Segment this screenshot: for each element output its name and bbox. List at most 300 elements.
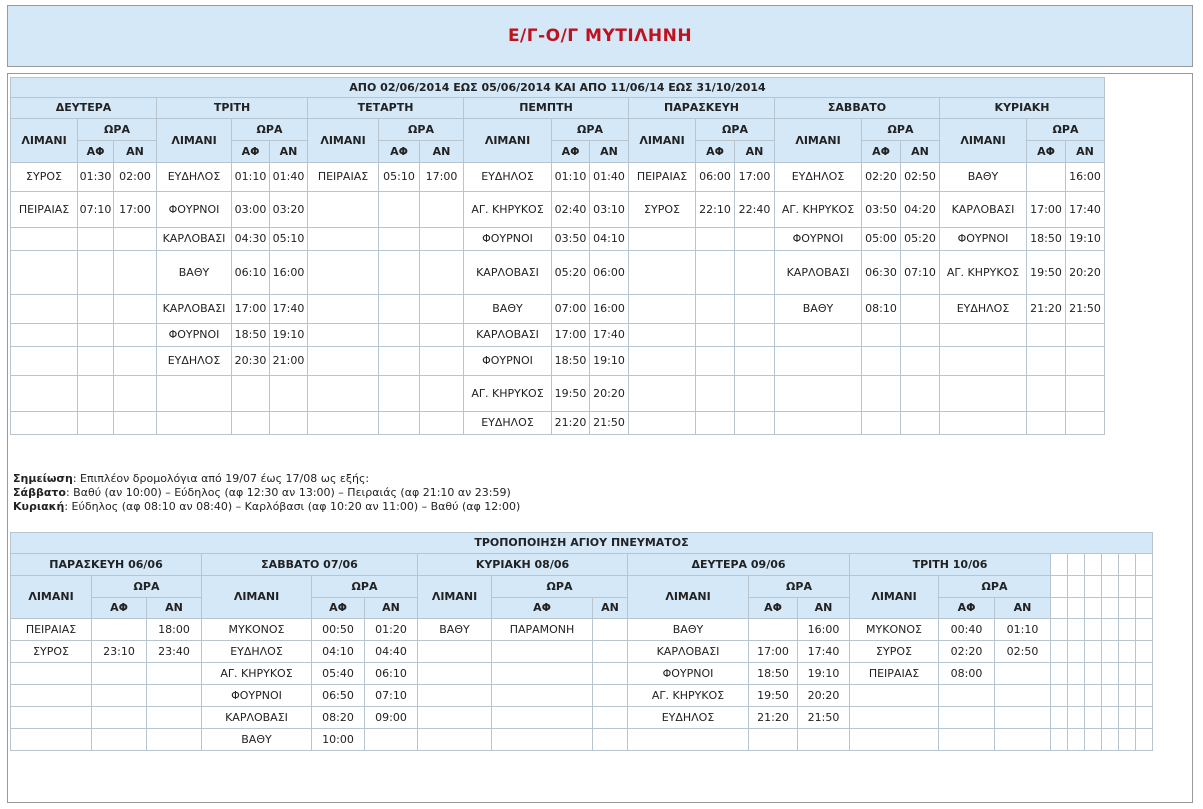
empty-cell (1102, 663, 1119, 685)
port-cell (11, 707, 92, 729)
departure-cell: 08:00 (939, 663, 995, 685)
port-cell (308, 228, 379, 251)
departure-header: ΑΦ (92, 598, 147, 619)
departure-cell: 06:30 (862, 251, 901, 295)
empty-cell (1136, 729, 1153, 751)
departure-cell: 05:10 (379, 163, 420, 192)
departure-cell: 18:50 (232, 324, 270, 347)
arrival-cell (995, 663, 1051, 685)
port-cell: ΕΥΔΗΛΟΣ (464, 163, 552, 192)
empty-cell (1102, 641, 1119, 663)
port-cell (628, 729, 749, 751)
empty-cell (1051, 663, 1068, 685)
table-row (11, 685, 1153, 707)
port-cell (940, 412, 1027, 435)
arrival-cell: 16:00 (798, 619, 850, 641)
port-cell (11, 729, 92, 751)
empty-cell (1068, 663, 1085, 685)
arrival-cell: 04:10 (590, 228, 629, 251)
departure-cell: 06:00 (696, 163, 735, 192)
port-cell: ΚΑΡΛΟΒΑΣΙ (775, 251, 862, 295)
empty-cell (1136, 619, 1153, 641)
arrival-cell: 16:00 (590, 295, 629, 324)
departure-cell: 21:20 (1027, 295, 1066, 324)
port-cell: ΚΑΡΛΟΒΑΣΙ (157, 228, 232, 251)
departure-cell (78, 412, 114, 435)
arrival-cell (735, 251, 775, 295)
arrival-cell (735, 295, 775, 324)
arrival-cell: 19:10 (590, 347, 629, 376)
arrival-cell (901, 376, 940, 412)
departure-cell: 18:50 (552, 347, 590, 376)
port-cell: ΠΕΙΡΑΙΑΣ (11, 619, 92, 641)
empty-cell (1085, 641, 1102, 663)
empty-cell (1085, 729, 1102, 751)
time-header: ΩΡΑ (492, 576, 628, 598)
arrival-cell: 19:10 (798, 663, 850, 685)
departure-cell (1027, 163, 1066, 192)
port-cell (940, 324, 1027, 347)
schedule-panel (7, 73, 1193, 803)
departure-cell (492, 729, 593, 751)
port-cell (850, 685, 939, 707)
departure-cell (696, 324, 735, 347)
arrival-cell: 17:00 (114, 192, 157, 228)
note-line (13, 500, 520, 514)
arrival-header: ΑΝ (590, 141, 629, 163)
arrival-cell (1066, 376, 1105, 412)
arrival-cell (420, 376, 464, 412)
departure-cell: 03:50 (552, 228, 590, 251)
port-cell: ΦΟΥΡΝΟΙ (464, 228, 552, 251)
notes-section (13, 472, 520, 514)
port-cell (850, 707, 939, 729)
empty-cell (1136, 598, 1153, 619)
empty-cell (1136, 707, 1153, 729)
arrival-cell (114, 412, 157, 435)
arrival-cell: 01:40 (590, 163, 629, 192)
port-cell (418, 729, 492, 751)
departure-cell (78, 376, 114, 412)
port-cell (157, 376, 232, 412)
departure-cell (696, 347, 735, 376)
arrival-cell (995, 729, 1051, 751)
port-cell: ΠΕΙΡΑΙΑΣ (308, 163, 379, 192)
arrival-cell: 16:00 (270, 251, 308, 295)
departure-cell (92, 663, 147, 685)
port-cell: ΕΥΔΗΛΟΣ (464, 412, 552, 435)
table-row (11, 251, 1105, 295)
port-cell (11, 376, 78, 412)
departure-cell (1027, 347, 1066, 376)
day-header: ΤΕΤΑΡΤΗ (308, 98, 464, 119)
note-text: : Βαθύ (αν 10:00) – Εύδηλος (αφ 12:30 αν 13:00) – Πειραιάς (αφ 21:10 αν 23:59) (65, 486, 511, 499)
port-cell: ΑΓ. ΚΗΡΥΚΟΣ (202, 663, 312, 685)
departure-cell: 01:10 (552, 163, 590, 192)
port-cell (629, 295, 696, 324)
departure-cell (379, 412, 420, 435)
empty-cell (1085, 554, 1102, 576)
empty-cell (1051, 707, 1068, 729)
departure-cell (1027, 376, 1066, 412)
port-header: ΛΙΜΑΝΙ (11, 576, 92, 619)
arrival-cell (114, 251, 157, 295)
arrival-cell (901, 412, 940, 435)
port-cell (11, 685, 92, 707)
departure-cell (92, 707, 147, 729)
port-cell: ΣΥΡΟΣ (629, 192, 696, 228)
port-header: ΛΙΜΑΝΙ (464, 119, 552, 163)
arrival-cell (735, 412, 775, 435)
time-header: ΩΡΑ (1027, 119, 1105, 141)
port-header: ΛΙΜΑΝΙ (850, 576, 939, 619)
departure-cell (492, 663, 593, 685)
departure-cell (379, 324, 420, 347)
empty-cell (1119, 554, 1136, 576)
port-header: ΛΙΜΑΝΙ (940, 119, 1027, 163)
departure-cell: 06:10 (232, 251, 270, 295)
arrival-cell: 01:40 (270, 163, 308, 192)
arrival-cell (147, 729, 202, 751)
departure-cell (939, 729, 995, 751)
port-cell (629, 251, 696, 295)
port-cell: ΑΓ. ΚΗΡΥΚΟΣ (628, 685, 749, 707)
departure-cell (379, 295, 420, 324)
departure-cell: 08:20 (312, 707, 365, 729)
arrival-cell (420, 251, 464, 295)
departure-cell (862, 376, 901, 412)
empty-cell (1068, 576, 1085, 598)
arrival-header: ΑΝ (114, 141, 157, 163)
time-header: ΩΡΑ (312, 576, 418, 598)
port-cell (775, 347, 862, 376)
arrival-cell (365, 729, 418, 751)
port-cell: ΚΑΡΛΟΒΑΣΙ (202, 707, 312, 729)
port-cell: ΕΥΔΗΛΟΣ (202, 641, 312, 663)
departure-cell (862, 412, 901, 435)
arrival-cell (420, 412, 464, 435)
empty-cell (1102, 554, 1119, 576)
departure-cell (379, 347, 420, 376)
day-header: ΤΡΙΤΗ (157, 98, 308, 119)
port-cell (629, 228, 696, 251)
port-cell: ΠΕΙΡΑΙΑΣ (629, 163, 696, 192)
arrival-cell (798, 729, 850, 751)
arrival-header: ΑΝ (995, 598, 1051, 619)
departure-cell: 08:10 (862, 295, 901, 324)
arrival-cell: 20:20 (798, 685, 850, 707)
port-cell: ΕΥΔΗΛΟΣ (940, 295, 1027, 324)
table-row (11, 412, 1105, 435)
arrival-cell (735, 324, 775, 347)
arrival-header: ΑΝ (901, 141, 940, 163)
table-row (11, 347, 1105, 376)
arrival-cell (995, 685, 1051, 707)
departure-cell: 05:40 (312, 663, 365, 685)
arrival-cell: 06:00 (590, 251, 629, 295)
arrival-cell: 23:40 (147, 641, 202, 663)
port-cell (629, 347, 696, 376)
arrival-cell (593, 663, 628, 685)
departure-cell (232, 412, 270, 435)
day-header: ΔΕΥΤΕΡΑ (11, 98, 157, 119)
departure-cell: 03:00 (232, 192, 270, 228)
port-header: ΛΙΜΑΝΙ (418, 576, 492, 619)
port-cell: ΕΥΔΗΛΟΣ (775, 163, 862, 192)
arrival-cell (593, 729, 628, 751)
table-row (11, 707, 1153, 729)
port-header: ΛΙΜΑΝΙ (202, 576, 312, 619)
departure-cell: 00:50 (312, 619, 365, 641)
arrival-cell (901, 347, 940, 376)
main-schedule-table (10, 77, 1105, 435)
port-cell: ΠΕΙΡΑΙΑΣ (11, 192, 78, 228)
day-header: ΣΑΒΒΑΤΟ 07/06 (202, 554, 418, 576)
port-cell: ΦΟΥΡΝΟΙ (202, 685, 312, 707)
arrival-cell: 17:40 (1066, 192, 1105, 228)
departure-cell: 10:00 (312, 729, 365, 751)
empty-cell (1068, 598, 1085, 619)
port-cell: ΦΟΥΡΝΟΙ (775, 228, 862, 251)
port-cell (629, 324, 696, 347)
empty-cell (1119, 685, 1136, 707)
arrival-cell (147, 707, 202, 729)
empty-cell (1102, 576, 1119, 598)
empty-cell (1051, 641, 1068, 663)
time-header: ΩΡΑ (232, 119, 308, 141)
departure-cell (696, 376, 735, 412)
arrival-cell: 19:10 (270, 324, 308, 347)
departure-cell (696, 412, 735, 435)
arrival-cell (114, 347, 157, 376)
empty-cell (1068, 707, 1085, 729)
port-cell (418, 663, 492, 685)
departure-cell: 18:50 (749, 663, 798, 685)
port-cell (157, 412, 232, 435)
arrival-cell (593, 707, 628, 729)
port-cell (418, 685, 492, 707)
empty-cell (1085, 576, 1102, 598)
port-cell (11, 295, 78, 324)
port-cell: ΦΟΥΡΝΟΙ (157, 324, 232, 347)
table-row (11, 324, 1105, 347)
port-cell: ΜΥΚΟΝΟΣ (850, 619, 939, 641)
arrival-cell: 02:00 (114, 163, 157, 192)
table-row (11, 228, 1105, 251)
port-cell: ΑΓ. ΚΗΡΥΚΟΣ (464, 192, 552, 228)
port-cell: ΚΑΡΛΟΒΑΣΙ (940, 192, 1027, 228)
departure-header: ΑΦ (749, 598, 798, 619)
port-cell (308, 295, 379, 324)
port-cell: ΒΑΘΥ (202, 729, 312, 751)
arrival-cell (114, 295, 157, 324)
port-header: ΛΙΜΑΝΙ (775, 119, 862, 163)
note-line (13, 472, 520, 486)
arrival-cell (114, 228, 157, 251)
port-cell: ΑΓ. ΚΗΡΥΚΟΣ (464, 376, 552, 412)
time-header: ΩΡΑ (552, 119, 629, 141)
port-cell (11, 663, 92, 685)
departure-cell: 21:20 (552, 412, 590, 435)
departure-cell (749, 619, 798, 641)
arrival-cell: 19:10 (1066, 228, 1105, 251)
departure-cell: 23:10 (92, 641, 147, 663)
departure-header: ΑΦ (862, 141, 901, 163)
departure-cell: 04:30 (232, 228, 270, 251)
departure-cell (862, 347, 901, 376)
departure-cell: ΠΑΡΑΜΟΝΗ (492, 619, 593, 641)
note-label: Κυριακή (13, 500, 65, 513)
day-header: ΣΑΒΒΑΤΟ (775, 98, 940, 119)
empty-cell (1136, 685, 1153, 707)
arrival-cell: 01:20 (365, 619, 418, 641)
arrival-cell: 21:50 (798, 707, 850, 729)
departure-cell: 19:50 (1027, 251, 1066, 295)
port-cell: ΦΟΥΡΝΟΙ (628, 663, 749, 685)
arrival-cell (735, 376, 775, 412)
port-cell (11, 251, 78, 295)
port-cell: ΒΑΘΥ (775, 295, 862, 324)
empty-cell (1051, 685, 1068, 707)
arrival-cell: 17:00 (735, 163, 775, 192)
note-text: : Εύδηλος (αφ 08:10 αν 08:40) – Καρλόβασι (αφ 10:20 αν 11:00) – Βαθύ (αφ 12:00) (64, 500, 521, 513)
note-label: Σημείωση (13, 472, 73, 485)
empty-cell (1136, 576, 1153, 598)
departure-cell: 17:00 (552, 324, 590, 347)
port-cell (308, 251, 379, 295)
port-cell: ΣΥΡΟΣ (850, 641, 939, 663)
departure-cell: 05:20 (552, 251, 590, 295)
departure-cell (696, 228, 735, 251)
arrival-cell: 07:10 (365, 685, 418, 707)
empty-cell (1068, 641, 1085, 663)
empty-cell (1136, 641, 1153, 663)
arrival-cell (593, 619, 628, 641)
arrival-cell: 02:50 (995, 641, 1051, 663)
port-header: ΛΙΜΑΝΙ (11, 119, 78, 163)
time-header: ΩΡΑ (939, 576, 1051, 598)
day-header: ΠΑΡΑΣΚΕΥΗ (629, 98, 775, 119)
departure-cell (696, 251, 735, 295)
arrival-cell: 03:10 (590, 192, 629, 228)
departure-header: ΑΦ (696, 141, 735, 163)
empty-cell (1051, 598, 1068, 619)
arrival-cell: 20:20 (590, 376, 629, 412)
empty-cell (1119, 619, 1136, 641)
departure-cell (92, 619, 147, 641)
port-cell: ΒΑΘΥ (628, 619, 749, 641)
port-cell (308, 347, 379, 376)
arrival-cell (270, 412, 308, 435)
empty-cell (1085, 619, 1102, 641)
departure-cell (78, 347, 114, 376)
port-cell (775, 324, 862, 347)
arrival-cell (147, 685, 202, 707)
port-cell: ΚΑΡΛΟΒΑΣΙ (464, 324, 552, 347)
empty-cell (1051, 729, 1068, 751)
departure-cell (92, 729, 147, 751)
departure-cell (78, 251, 114, 295)
page-title: Ε/Γ-Ο/Γ ΜΥΤΙΛΗΝΗ (507, 26, 693, 46)
empty-cell (1068, 619, 1085, 641)
arrival-cell: 17:40 (798, 641, 850, 663)
departure-cell (379, 192, 420, 228)
departure-cell: 19:50 (552, 376, 590, 412)
port-cell: ΑΓ. ΚΗΡΥΚΟΣ (775, 192, 862, 228)
arrival-cell (147, 663, 202, 685)
departure-cell: 06:50 (312, 685, 365, 707)
holiday-schedule-table (10, 532, 1153, 751)
port-cell (418, 641, 492, 663)
port-cell: ΕΥΔΗΛΟΣ (157, 347, 232, 376)
empty-cell (1068, 554, 1085, 576)
port-cell (11, 324, 78, 347)
empty-cell (1119, 729, 1136, 751)
arrival-cell: 07:10 (901, 251, 940, 295)
arrival-cell: 17:00 (420, 163, 464, 192)
port-cell (775, 376, 862, 412)
port-cell: ΒΑΘΥ (464, 295, 552, 324)
port-cell (850, 729, 939, 751)
port-cell (418, 707, 492, 729)
arrival-header: ΑΝ (1066, 141, 1105, 163)
arrival-cell (114, 376, 157, 412)
departure-cell (78, 295, 114, 324)
departure-cell (939, 707, 995, 729)
port-cell: ΦΟΥΡΝΟΙ (157, 192, 232, 228)
arrival-cell: 05:10 (270, 228, 308, 251)
arrival-cell (420, 347, 464, 376)
empty-cell (1119, 707, 1136, 729)
port-cell (308, 192, 379, 228)
arrival-cell (1066, 347, 1105, 376)
port-cell (629, 376, 696, 412)
empty-cell (1119, 576, 1136, 598)
departure-cell (379, 251, 420, 295)
departure-cell: 03:50 (862, 192, 901, 228)
day-header: ΠΑΡΑΣΚΕΥΗ 06/06 (11, 554, 202, 576)
port-cell (308, 376, 379, 412)
port-cell: ΒΑΘΥ (157, 251, 232, 295)
arrival-header: ΑΝ (365, 598, 418, 619)
arrival-cell: 20:20 (1066, 251, 1105, 295)
arrival-cell: 04:40 (365, 641, 418, 663)
port-cell (11, 412, 78, 435)
departure-cell: 01:10 (232, 163, 270, 192)
port-header: ΛΙΜΑΝΙ (308, 119, 379, 163)
empty-cell (1136, 663, 1153, 685)
arrival-cell: 16:00 (1066, 163, 1105, 192)
port-cell: ΦΟΥΡΝΟΙ (464, 347, 552, 376)
arrival-cell: 03:20 (270, 192, 308, 228)
departure-cell (379, 376, 420, 412)
departure-cell (492, 707, 593, 729)
arrival-cell: 21:50 (1066, 295, 1105, 324)
empty-cell (1102, 598, 1119, 619)
day-header: ΠΕΜΠΤΗ (464, 98, 629, 119)
arrival-cell (901, 295, 940, 324)
port-cell: ΚΑΡΛΟΒΑΣΙ (628, 641, 749, 663)
departure-header: ΑΦ (379, 141, 420, 163)
departure-cell (92, 685, 147, 707)
day-header: ΤΡΙΤΗ 10/06 (850, 554, 1051, 576)
table-row (11, 295, 1105, 324)
day-header: ΚΥΡΙΑΚΗ (940, 98, 1105, 119)
note-line (13, 486, 520, 500)
departure-cell: 04:10 (312, 641, 365, 663)
departure-cell: 02:20 (939, 641, 995, 663)
departure-cell: 22:10 (696, 192, 735, 228)
